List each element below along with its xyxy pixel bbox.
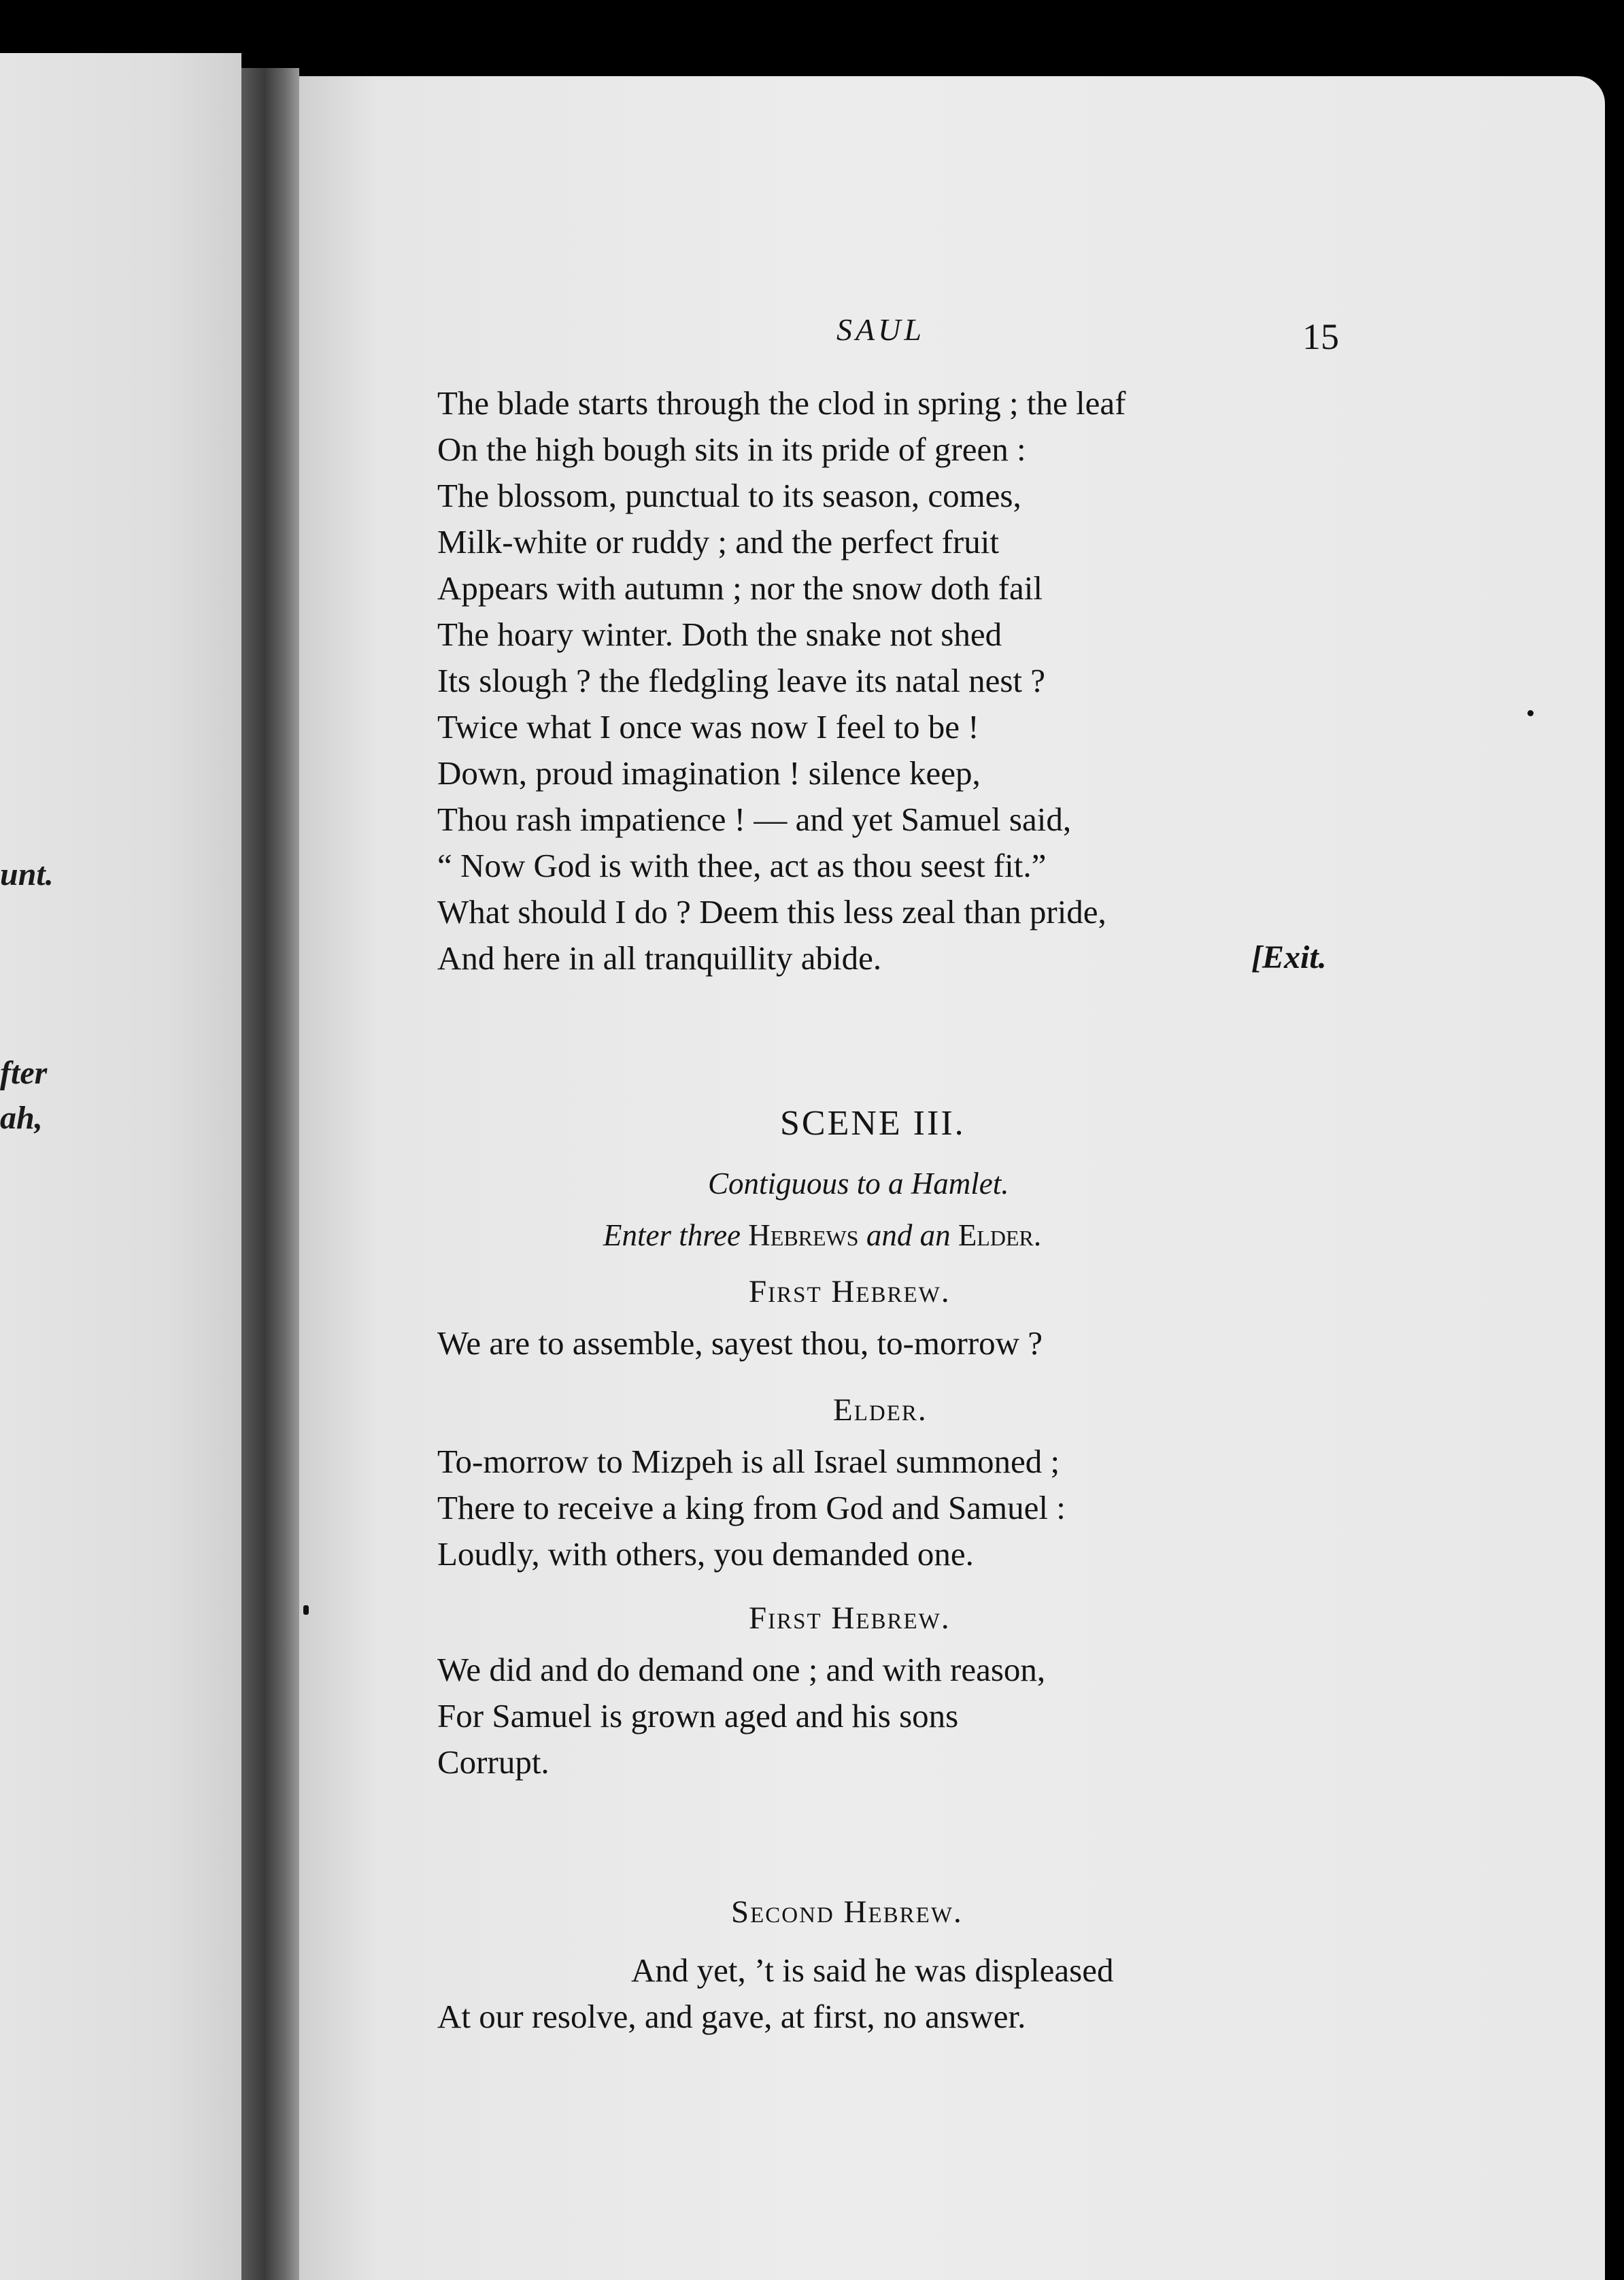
entrance-direction (603, 1218, 1041, 1253)
dialogue-line: For Samuel is grown aged and his sons (437, 1697, 959, 1734)
running-title: SAUL (836, 312, 925, 347)
entrance-elder: Elder. (958, 1218, 1042, 1252)
dialogue-line: And yet, ’t is said he was displeased (631, 1951, 1114, 1989)
verse-line: The hoary winter. Doth the snake not shed (437, 616, 1002, 653)
verse-line: Milk-white or ruddy ; and the perfect fruit (437, 523, 999, 560)
speaker-name: First Hebrew. (749, 1600, 951, 1636)
speaker-name: Elder. (833, 1392, 928, 1428)
verse-line: And here in all tranquillity abide. (437, 939, 882, 977)
dialogue-line: We did and do demand one ; and with reason, (437, 1651, 1046, 1688)
verse-line: Thou rash impatience ! — and yet Samuel said, (437, 801, 1072, 838)
verse-line: Down, proud imagination ! silence keep, (437, 754, 981, 792)
paper-speck (303, 1605, 309, 1615)
dialogue-line: At our resolve, and gave, at first, no answer. (437, 1998, 1026, 2035)
verse-line: The blossom, punctual to its season, comes, (437, 477, 1021, 514)
speaker-name: Second Hebrew. (731, 1894, 963, 1930)
dialogue-line: To-morrow to Mizpeh is all Israel summoned ; (437, 1443, 1060, 1480)
exit-stage-direction: [Exit. (1251, 939, 1327, 975)
page-number: 15 (1302, 316, 1339, 357)
verse-line: Appears with autumn ; nor the snow doth fail (437, 569, 1043, 607)
left-page-fragment: ah, (0, 1100, 43, 1136)
dialogue-line: We are to assemble, sayest thou, to-morrow ? (437, 1324, 1043, 1362)
verse-line: On the high bough sits in its pride of green : (437, 431, 1026, 468)
speaker-name: First Hebrew. (749, 1274, 951, 1309)
verse-line: What should I do ? Deem this less zeal than pride, (437, 893, 1106, 931)
verse-line: “ Now God is with thee, act as thou seest fit.” (437, 847, 1047, 884)
left-page-fragment: fter (0, 1055, 48, 1091)
book-gutter (241, 68, 299, 2280)
entrance-hebrews: Hebrews (748, 1218, 859, 1252)
verse-line: Its slough ? the fledgling leave its natal nest ? (437, 662, 1046, 699)
left-page-fragment: unt. (0, 856, 54, 892)
verse-line: The blade starts through the clod in spring ; the leaf (437, 384, 1126, 422)
left-page (0, 53, 241, 2280)
scene-setting: Contiguous to a Hamlet. (708, 1167, 1009, 1201)
dialogue-line: Corrupt. (437, 1743, 549, 1781)
right-page (299, 76, 1605, 2280)
paper-speck (1527, 710, 1534, 716)
dialogue-line: There to receive a king from God and Samuel : (437, 1489, 1066, 1526)
entrance-text: and an (866, 1218, 951, 1252)
dialogue-line: Loudly, with others, you demanded one. (437, 1535, 974, 1573)
entrance-text: Enter three (603, 1218, 741, 1252)
verse-line: Twice what I once was now I feel to be ! (437, 708, 979, 745)
scene-heading: SCENE III. (780, 1104, 966, 1143)
